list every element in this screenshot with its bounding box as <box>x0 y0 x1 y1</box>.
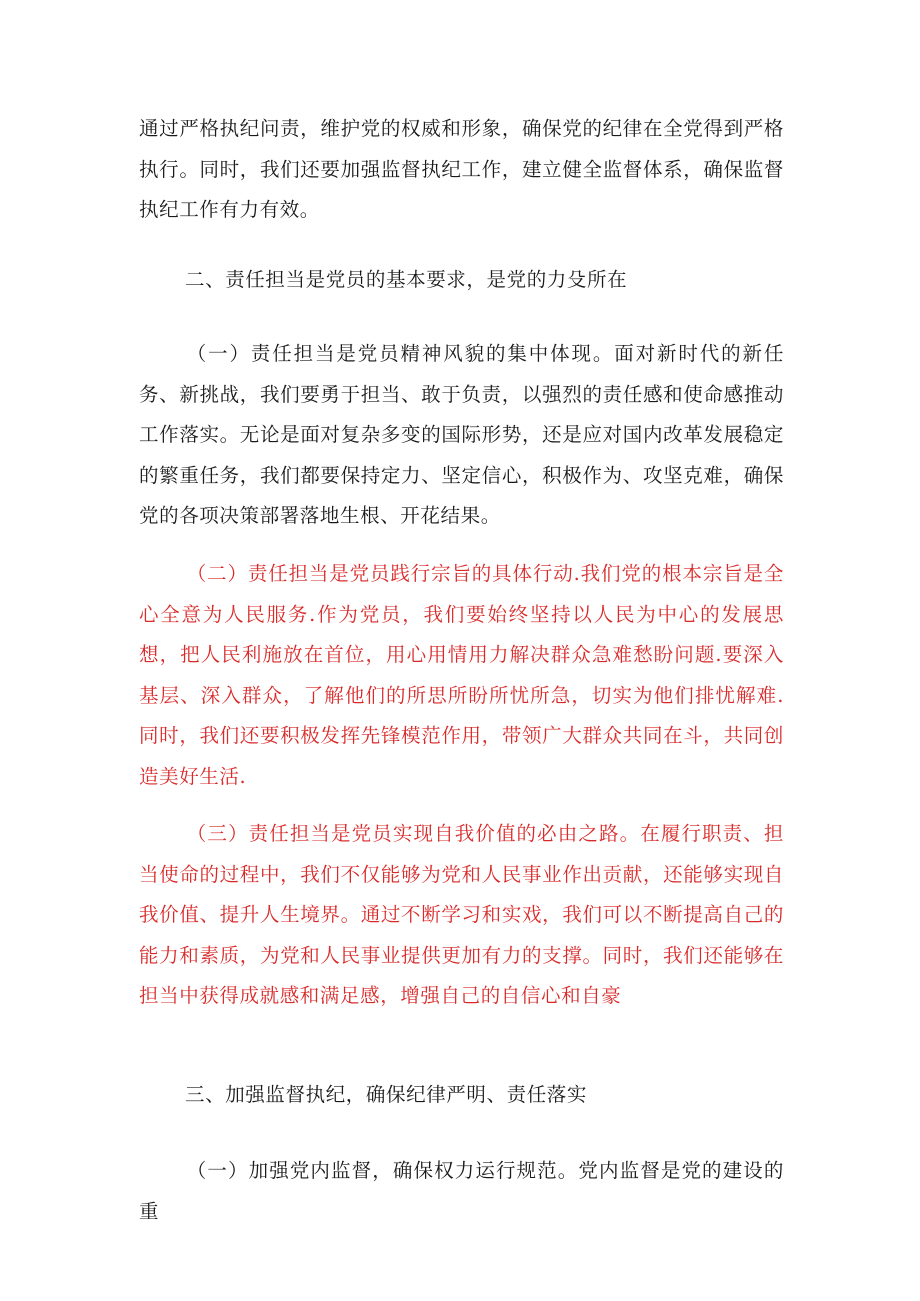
section-heading-three: 三、加强监督执纪，确保纪律严明、责任落实 <box>185 1083 588 1106</box>
paragraph-2-1: （一）责任担当是党员精神风貌的集中体现。面对新时代的新任务、新挑战，我们要勇于担当、敢于负责，以强烈的责任感和使命感推动工作落实。无论是面对复杂多变的国际形势，还是应对国内改革发展稳定的繁重任务，我们都要保持定力、坚定信心，积极作为、攻坚克难，确保党的各项决策部署落地生根、开花结果。 <box>139 342 784 527</box>
paragraph-3-1: （一）加强党内监督，确保权力运行规范。党内监督是党的建设的重 <box>139 1159 784 1223</box>
paragraph-intro: 通过严格执纪问责，维护党的权威和形象，确保党的纪律在全党得到严格执行。同时，我们还要加强监督执纪工作，建立健全监督体系，确保监督执纪工作有力有效。 <box>139 117 784 221</box>
paragraph-2-2-highlighted: （二）责任担当是党员践行宗旨的具体行动.我们党的根本宗旨是全心全意为人民服务.作为党员，我们要始终坚持以人民为中心的发展思想，把人民利施放在首位，用心用情用力解决群众急难愁盼问题.要深入基层、深入群众，了解他们的所思所盼所忧所急，切实为他们排忧解难.同时，我们还要积极发挥先锋模范作用，带领广大群众共同在斗，共同创造美好生活. <box>139 562 784 788</box>
paragraph-2-3-highlighted: （三）责任担当是党员实现自我价值的必由之路。在履行职责、担当使命的过程中，我们不仅能够为党和人民事业作出贡献，还能够实现自我价值、提升人生境界。通过不断学习和实戏，我们可以不断提高自己的能力和素质，为党和人民事业提供更加有力的支撑。同时，我们还能够在担当中获得成就感和满足感，增强自己的自信心和自豪 <box>139 822 784 1007</box>
section-heading-two: 二、责任担当是党员的基本要求，是党的力殳所在 <box>185 268 628 291</box>
